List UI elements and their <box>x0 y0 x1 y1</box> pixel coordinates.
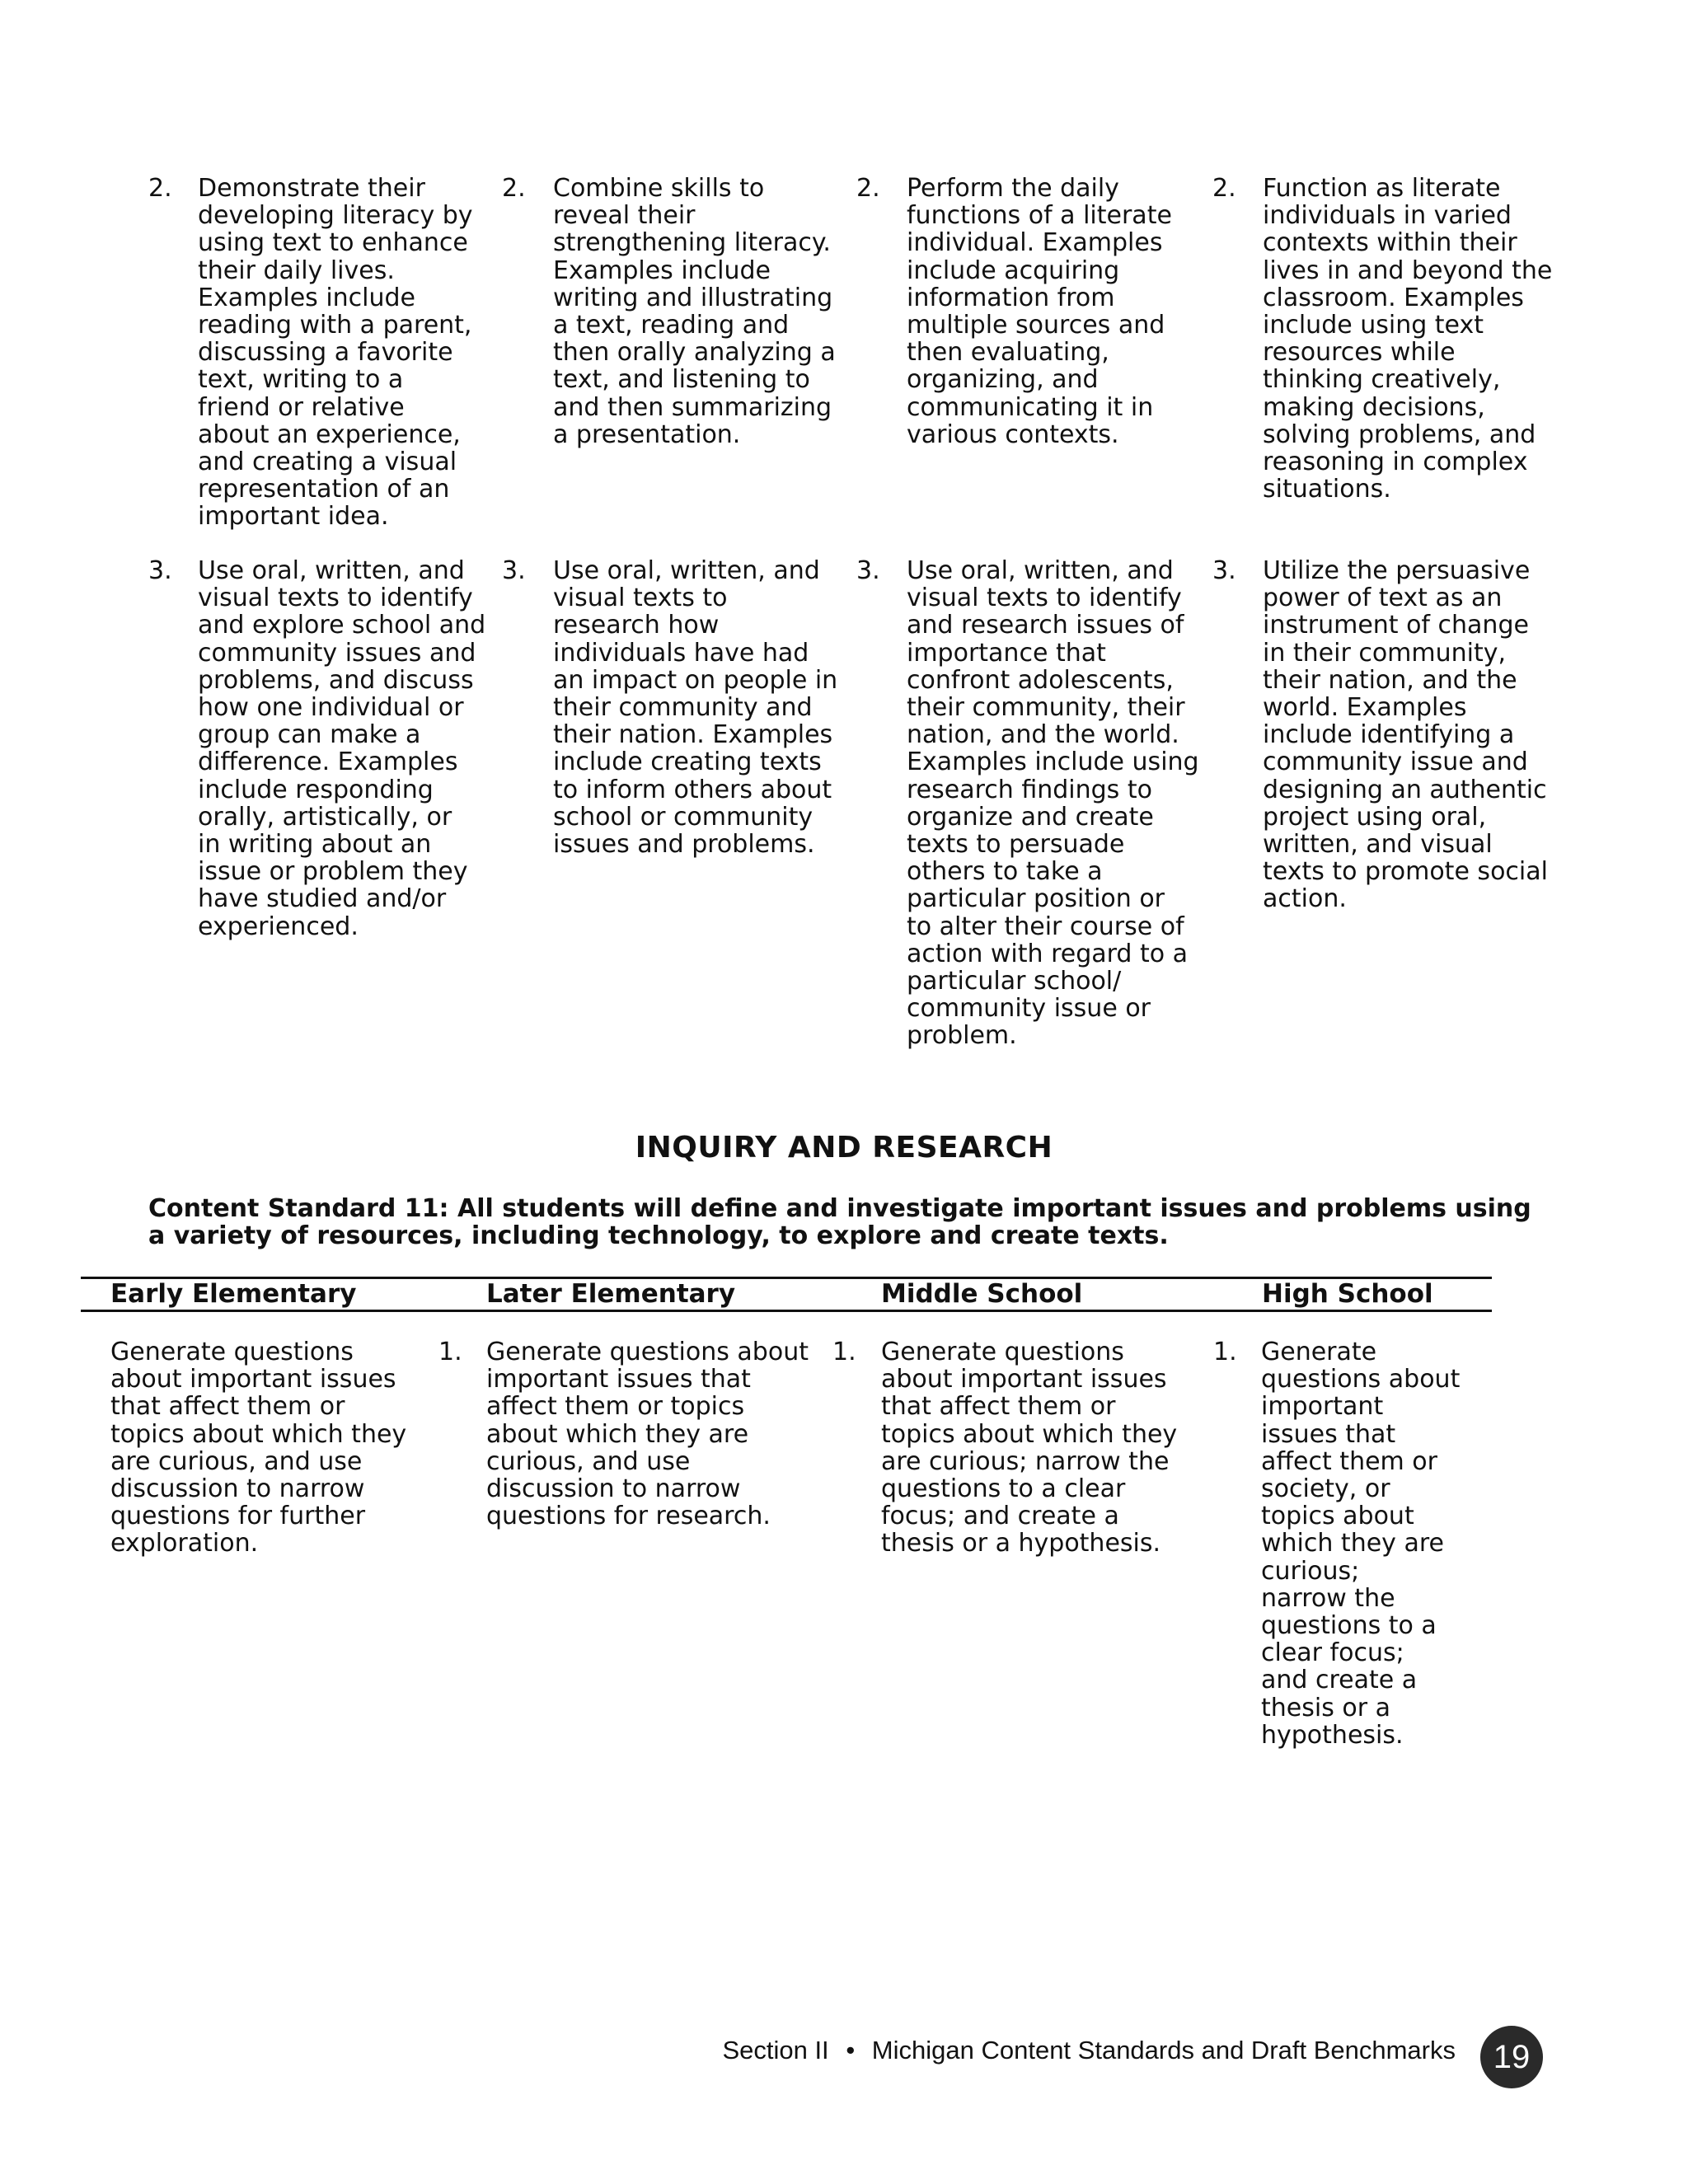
column-header-high-school: High School <box>1262 1279 1433 1309</box>
benchmark-later-elementary: Use oral, written, and visual texts to research how individuals have had an impact on people in their community and their nation. Examples include creating texts to inform others about school or community issues and problems. <box>553 556 838 860</box>
column-header-middle-school: Middle School <box>881 1279 1083 1309</box>
content-standard: Content Standard 11: All students will define and investigate important issues and problems using a variety of resources, including technology, to explore and create texts. <box>148 1194 1531 1250</box>
benchmark-later-elementary: Combine skills to reveal their strengthening literacy. Examples include writing and illustrating a text, reading and then orally analyzing a text, and listening to and then summarizing a presentation. <box>553 174 836 449</box>
benchmark-number: 1. <box>1213 1338 1237 1366</box>
benchmark-middle-school: Use oral, written, and visual texts to identify and research issues of importance that confront adolescents, their community, their nation, and the world. Examples include using research findings to organize and create texts to persuade others to take a particular position or to alter their course of action with regard to a particular school/ community issue or problem. <box>907 556 1199 1051</box>
benchmark-number: 3. <box>502 556 526 585</box>
benchmark-later-elementary: Generate questions about important issues that affect them or topics about which they are curious, and use discussion to narrow questions for research. <box>486 1338 809 1531</box>
benchmark-number: 1. <box>438 1338 462 1366</box>
column-header-later-elementary: Later Elementary <box>486 1279 736 1309</box>
benchmark-early-elementary: Generate questions about important issues that affect them or topics about which they are curious, and use discussion to narrow questions for further exploration. <box>110 1338 407 1558</box>
page-number: 19 <box>1493 2038 1531 2075</box>
footer-section-label: Section II <box>722 2036 829 2064</box>
benchmark-high-school: Utilize the persuasive power of text as an instrument of change in their community, their nation, and the world. Examples include identifying a community issue and designing an authentic project using oral, written, and visual texts to promote social action. <box>1263 556 1548 914</box>
benchmark-high-school: Generate questions about important issues that affect them or society, or topics about which they are curious; narrow the questions to a clear focus; and create a thesis or a hypothesis. <box>1261 1338 1461 1750</box>
benchmark-early-elementary: Demonstrate their developing literacy by using text to enhance their daily lives. Examples include reading with a parent, discussing a favorite text, writing to a friend or relative about an experience, and creating a visual representation of an important idea. <box>198 174 473 532</box>
footer-bullet: • <box>846 2036 856 2064</box>
benchmark-number: 3. <box>148 556 172 585</box>
header-bottom-rule <box>81 1310 1492 1312</box>
benchmark-middle-school: Perform the daily functions of a literate individual. Examples include acquiring information from multiple sources and then evaluating, organizing, and communicating it in various contexts. <box>907 174 1172 449</box>
page-number-badge <box>1480 2026 1543 2088</box>
page-footer <box>722 2036 1456 2065</box>
benchmark-number: 2. <box>502 174 526 203</box>
section-heading: INQUIRY AND RESEARCH <box>635 1131 1053 1165</box>
benchmark-number: 2. <box>1212 174 1236 203</box>
benchmark-middle-school: Generate questions about important issues that affect them or topics about which they are curious; narrow the questions to a clear focus; and create a thesis or a hypothesis. <box>881 1338 1178 1558</box>
footer-title: Michigan Content Standards and Draft Benchmarks <box>871 2036 1456 2064</box>
benchmark-number: 2. <box>856 174 880 203</box>
benchmark-number: 3. <box>1212 556 1236 585</box>
benchmark-number: 3. <box>856 556 880 585</box>
benchmark-number: 1. <box>832 1338 856 1366</box>
column-header-early-elementary: Early Elementary <box>110 1279 357 1309</box>
benchmark-early-elementary: Use oral, written, and visual texts to identify and explore school and community issues and problems, and discuss how one individual or group can make a difference. Examples include responding orally, artistically, or in writing about an issue or problem they have studied and/or experienced. <box>198 556 486 941</box>
benchmark-number: 2. <box>148 174 172 203</box>
benchmark-high-school: Function as literate individuals in varied contexts within their lives in and beyond the classroom. Examples include using text resources while thinking creatively, making decisions, solving problems, and reasoning in complex situations. <box>1263 174 1553 504</box>
